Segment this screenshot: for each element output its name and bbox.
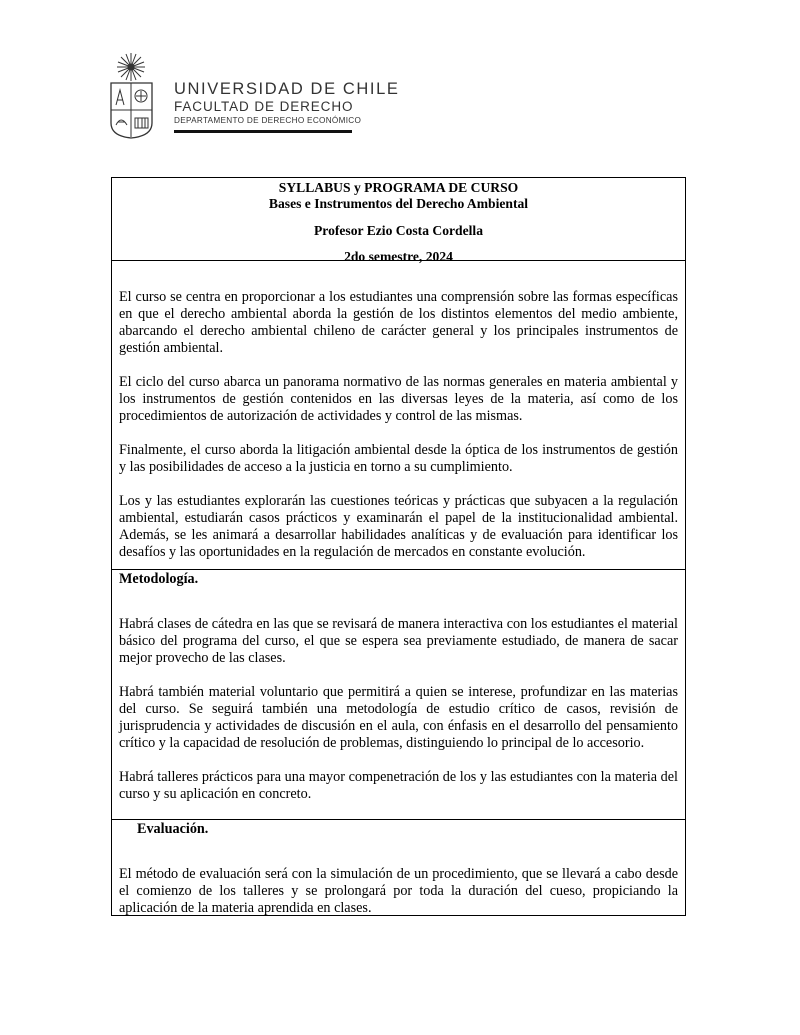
evaluation-heading: Evaluación. [137,821,209,837]
description-paragraph: El curso se centra en proporcionar a los estudiantes una comprensión sobre las formas específicas en que el derecho ambiental aborda la gestión de los distintos elementos del medio ambiente, abarcando el derecho ambiental chileno de carácter general y los principales instrumentos de gestión ambiental. [119,289,678,356]
evaluation-section [112,820,685,915]
semester: 2do semestre, 2024 [344,249,453,264]
description-paragraph: El ciclo del curso abarca un panorama normativo de las normas generales en materia ambiental y los instrumentos de gestión contenidos en las diversas leyes de la materia, así como de los procedimientos de autorización de actividades y control de las mismas. [119,374,678,424]
institution-logo [108,50,400,140]
description-paragraph: Finalmente, el curso aborda la litigación ambiental desde la óptica de los instrumentos de gestión y las posibilidades de acceso a la justicia en torno a su cumplimiento. [119,442,678,475]
course-description [112,261,685,570]
logo-divider [174,130,352,133]
methodology-heading: Metodología. [119,571,199,587]
methodology-paragraph: Habrá clases de cátedra en las que se revisará de manera interactiva con los estudiantes el material básico del programa del curso, el que se espera sea previamente estudiado, de manera de sacar mejor provecho de las clases. [119,616,678,666]
university-name: UNIVERSIDAD DE CHILE [174,80,400,98]
syllabus-table [111,177,686,916]
methodology-section [112,570,685,820]
professor-name: Profesor Ezio Costa Cordella [313,223,483,238]
faculty-name: FACULTAD DE DERECHO [174,99,354,114]
methodology-paragraph: Habrá también material voluntario que permitirá a quien se interese, profundizar en las materias del curso. Se seguirá también una metodología de estudio crítico de casos, revisión de jurisprudencia y actividades de discusión en el aula, con énfasis en el desarrollo del pensamiento crítico y la capacidad de resolución de problemas, distinguiendo lo principal de lo accesorio. [119,684,678,751]
course-name: Bases e Instrumentos del Derecho Ambiental [268,196,529,211]
university-seal-icon [108,50,170,140]
methodology-paragraph: Habrá talleres prácticos para una mayor compenetración de los y las estudiantes con la materia del curso y su aplicación en concreto. [119,769,678,802]
description-paragraph: Los y las estudiantes explorarán las cuestiones teóricas y prácticas que subyacen a la regulación ambiental, estudiarán casos prácticos y examinarán el papel de la institucionalidad ambiental. Además, se les animará a desarrollar habilidades analíticas y de evaluación para identificar los desafíos y las oportunidades en la regulación de mercados en constante evolución. [119,493,678,560]
evaluation-paragraph: El método de evaluación será con la simulación de un procedimiento, que se llevará a cabo desde el comienzo de los talleres y se prolongará por toda la duración del cueso, propiciando la aplicación de la materia aprendida en clases. [119,866,678,916]
syllabus-title: SYLLABUS y PROGRAMA DE CURSO [278,180,519,195]
department-name: DEPARTAMENTO DE DERECHO ECONÓMICO [174,116,362,125]
course-header [112,178,685,264]
